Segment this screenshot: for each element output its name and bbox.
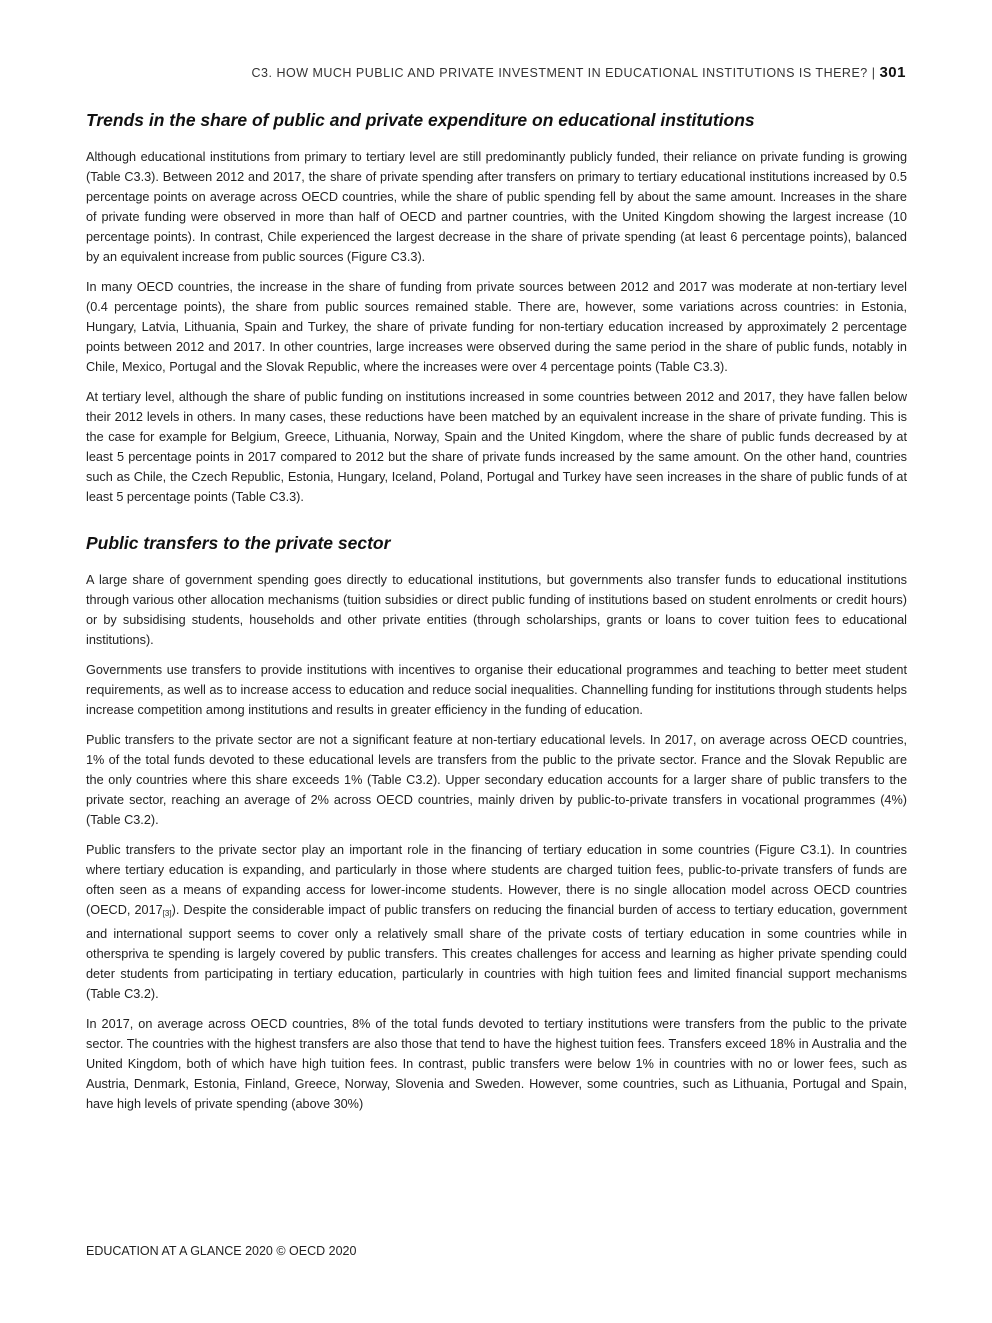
main-content — [86, 110, 907, 1124]
paragraph-text: ). Despite the considerable impact of public transfers on reducing the financial burden of access to tertiary education, government and international support seems to cover only a relatively small share of the private costs of tertiary education in some countries while in otherspriva te spending is largely covered by public transfers. This creates challenges for access and learning as higher private spending could deter students from participating in tertiary education, particularly in countries with high tuition fees and limited financial support mechanisms (Table C3.2). — [86, 903, 908, 1001]
paragraph — [86, 840, 907, 1004]
paragraph: Public transfers to the private sector are not a significant feature at non-tertiary educational levels. In 2017, on average across OECD countries, 1% of the total funds devoted to these educational levels are transfers from the public to the private sector. France and the Slovak Republic are the only countries where this share exceeds 1% (Table C3.2). Upper secondary education accounts for a larger share of public transfers to the private sector, reaching an average of 2% across OECD countries, mainly driven by public-to-private transfers in vocational programmes (4%) (Table C3.2). — [86, 733, 907, 827]
section-heading-trends: Trends in the share of public and private expenditure on educational institutions — [86, 110, 755, 130]
paragraph: In many OECD countries, the increase in the share of funding from private sources between 2012 and 2017 was moderate at non-tertiary level (0.4 percentage points), the share from public sources remained stable. There are, however, some variations across countries: in Estonia, Hungary, Latvia, Lithuania, Spain and Turkey, the share of private funding for non-tertiary education increased by approximately 2 percentage points between 2012 and 2017. In other countries, large increases were observed during the same period in the share of public funds, notably in Chile, Mexico, Portugal and the Slovak Republic, where the increases were over 4 percentage points (Table C3.3). — [86, 280, 907, 374]
section-heading-public-transfers: Public transfers to the private sector — [86, 533, 391, 553]
page-number: 301 — [879, 64, 906, 81]
paragraph: A large share of government spending goes directly to educational institutions, but governments also transfer funds to educational institutions through various other allocation mechanisms (tuition subsidies or direct public funding of institutions based on student enrolments or credit hours) or by subsidising students, households and other private entities (through scholarships, grants or loans to cover tuition fees to educational institutions). — [86, 573, 907, 647]
page-footer: EDUCATION AT A GLANCE 2020 © OECD 2020 — [86, 1244, 357, 1258]
paragraph-text: Public transfers to the private sector play an important role in the financing of tertiary education in some countries (Figure C3.1). In countries where tertiary education is expanding, and particularly in those where students are charged tuition fees, public-to-private transfers of funds are often seen as a means of expanding access for lower-income students. However, there is no single allocation model across OECD countries (OECD, 2017 — [86, 843, 907, 917]
header-title: C3. HOW MUCH PUBLIC AND PRIVATE INVESTMENT IN EDUCATIONAL INSTITUTIONS IS THERE? — [251, 66, 868, 80]
paragraph: Governments use transfers to provide institutions with incentives to organise their educational programmes and teaching to better meet student requirements, as well as to increase access to education and reduce social inequalities. Channelling funding for institutions through students helps increase competition among institutions and results in greater efficiency in the funding of education. — [86, 663, 907, 717]
paragraph: Although educational institutions from primary to tertiary level are still predominantly publicly funded, their reliance on private funding is growing (Table C3.3). Between 2012 and 2017, the share of private spending after transfers on primary to tertiary educational institutions increased by 0.5 percentage points on average across OECD countries, while the share of public spending fell by about the same amount. Increases in the share of private funding were observed in more than half of OECD and partner countries, with the United Kingdom showing the largest increase (10 percentage points). In contrast, Chile experienced the largest decrease in the share of private spending (at least 6 percentage points), balanced by an equivalent increase from public sources (Figure C3.3). — [86, 150, 907, 264]
reference-marker[interactable]: [3] — [162, 909, 172, 918]
running-header — [86, 64, 906, 81]
header-separator: | — [871, 66, 876, 80]
paragraph: In 2017, on average across OECD countries, 8% of the total funds devoted to tertiary institutions were transfers from the public to the private sector. The countries with the highest transfers are also those that tend to have the highest tuition fees. Transfers exceed 18% in Australia and the United Kingdom, both of which have high tuition fees. In contrast, public transfers were below 1% in countries with no or lower fees, such as Austria, Denmark, Estonia, Finland, Greece, Norway, Slovenia and Sweden. However, some countries, such as Lithuania, Portugal and Spain, have high levels of private spending (above 30%) — [86, 1017, 907, 1111]
paragraph: At tertiary level, although the share of public funding on institutions increased in some countries between 2012 and 2017, they have fallen below their 2012 levels in others. In many cases, these reductions have been matched by an equivalent increase in the share of private funding. This is the case for example for Belgium, Greece, Lithuania, Norway, Spain and the United Kingdom, where the share of public funds decreased by at least 5 percentage points in 2017 compared to 2012 but the share of private funds increased by the same amount. On the other hand, countries such as Chile, the Czech Republic, Estonia, Hungary, Iceland, Poland, Portugal and Turkey have seen increases in the share of public funds of at least 5 percentage points (Table C3.3). — [86, 390, 907, 504]
